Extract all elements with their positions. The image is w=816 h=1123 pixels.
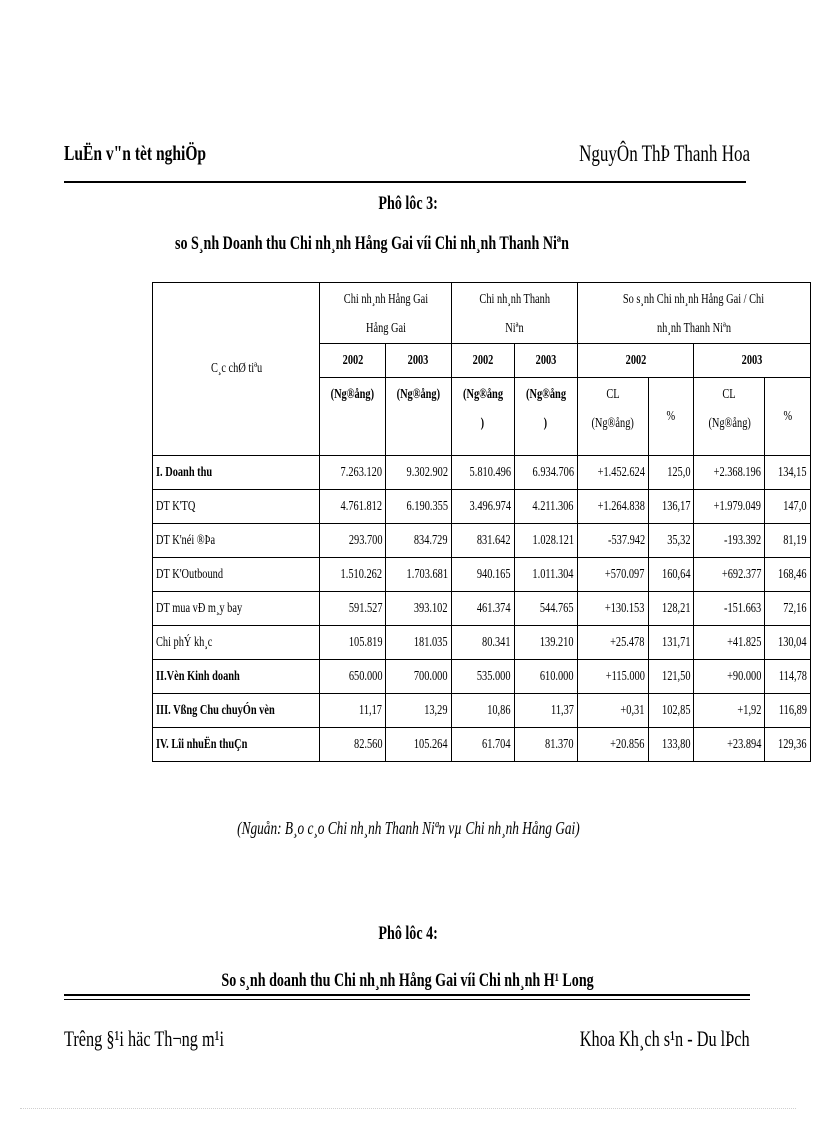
row-label: DT K'TQ <box>153 490 320 524</box>
row-label: DT K'Outbound <box>153 558 320 592</box>
table-cell: 650.000 <box>320 660 386 694</box>
table-cell: 72,16 <box>765 592 811 626</box>
table-cell: 35,32 <box>648 524 694 558</box>
table-cell: 116,89 <box>765 694 811 728</box>
unit-header: (Ng®ång ) <box>514 378 577 456</box>
table-cell: +1.264.838 <box>577 490 648 524</box>
table-cell: 461.374 <box>451 592 514 626</box>
row-label: I. Doanh thu <box>153 456 320 490</box>
table-cell: 105.264 <box>386 728 452 762</box>
row-label: III. Vßng Chu chuyÓn vèn <box>153 694 320 728</box>
unit-header: (Ng®ång) <box>320 378 386 456</box>
table-cell: -537.942 <box>577 524 648 558</box>
table-cell: 700.000 <box>386 660 452 694</box>
footer-right-text: Khoa Kh¸ch s¹n - Du lÞch <box>580 1026 750 1051</box>
year-header: 2002 <box>577 344 693 378</box>
table-row <box>153 524 811 558</box>
table-cell: 6.190.355 <box>386 490 452 524</box>
table-row <box>153 592 811 626</box>
table-cell: 831.642 <box>451 524 514 558</box>
table-cell: 121,50 <box>648 660 694 694</box>
table-cell: 1.703.681 <box>386 558 452 592</box>
table-cell: +692.377 <box>694 558 765 592</box>
table-row <box>153 626 811 660</box>
table-cell: 81.370 <box>514 728 577 762</box>
table-row <box>153 660 811 694</box>
table-cell: +25.478 <box>577 626 648 660</box>
table-cell: 544.765 <box>514 592 577 626</box>
table-title: so S¸nh Doanh thu Chi nh¸nh Hång Gai víi Chi nh¸nh Thanh Niªn <box>175 233 569 254</box>
table-cell: +41.825 <box>694 626 765 660</box>
table-body <box>153 456 811 762</box>
table-cell: +0,31 <box>577 694 648 728</box>
table-cell: 81,19 <box>765 524 811 558</box>
percent-header: % <box>765 378 811 456</box>
table-cell: +20.856 <box>577 728 648 762</box>
table-cell: 134,15 <box>765 456 811 490</box>
footer-divider <box>64 994 750 996</box>
table-cell: +90.000 <box>694 660 765 694</box>
table-cell: -151.663 <box>694 592 765 626</box>
table-row <box>153 490 811 524</box>
cl-header: CL (Ng®ång) <box>577 378 648 456</box>
row-label: II.Vèn Kinh doanh <box>153 660 320 694</box>
appendix-3-title: Phô lôc 3: <box>378 193 438 214</box>
table-row <box>153 728 811 762</box>
page-edge <box>20 1108 796 1109</box>
table-cell: 940.165 <box>451 558 514 592</box>
table-cell: 834.729 <box>386 524 452 558</box>
year-header: 2003 <box>694 344 810 378</box>
table-cell: 9.302.902 <box>386 456 452 490</box>
table-cell: 129,36 <box>765 728 811 762</box>
table-cell: 5.810.496 <box>451 456 514 490</box>
table-cell: 125,0 <box>648 456 694 490</box>
table-cell: -193.392 <box>694 524 765 558</box>
table-cell: 181.035 <box>386 626 452 660</box>
table-cell: 128,21 <box>648 592 694 626</box>
table-cell: 6.934.706 <box>514 456 577 490</box>
table-cell: 393.102 <box>386 592 452 626</box>
table-cell: 147,0 <box>765 490 811 524</box>
table-cell: +1.979.049 <box>694 490 765 524</box>
table-cell: 61.704 <box>451 728 514 762</box>
table-row <box>153 694 811 728</box>
table-cell: 3.496.974 <box>451 490 514 524</box>
comparison-header: So s¸nh Chi nh¸nh Hång Gai / Chi nh¸nh Thanh Niªn <box>577 283 810 344</box>
table-cell: 10,86 <box>451 694 514 728</box>
table-cell: 610.000 <box>514 660 577 694</box>
table-cell: 1.011.304 <box>514 558 577 592</box>
table-cell: 114,78 <box>765 660 811 694</box>
table-cell: 139.210 <box>514 626 577 660</box>
header-left-text: LuËn v"n tèt nghiÖp <box>64 141 207 165</box>
table-cell: 13,29 <box>386 694 452 728</box>
table-cell: +23.894 <box>694 728 765 762</box>
table-cell: 535.000 <box>451 660 514 694</box>
table-cell: 102,85 <box>648 694 694 728</box>
source-note: (Nguån: B¸o c¸o Chi nh¸nh Thanh Niªn vµ Chi nh¸nh Hång Gai) <box>236 818 580 838</box>
table-cell: 7.263.120 <box>320 456 386 490</box>
table-cell: 11,37 <box>514 694 577 728</box>
header-right-text: NguyÔn ThÞ Thanh Hoa <box>579 141 750 166</box>
table-cell: 80.341 <box>451 626 514 660</box>
table-cell: 4.211.306 <box>514 490 577 524</box>
table-cell: 293.700 <box>320 524 386 558</box>
appendix-4-subtitle: So s¸nh doanh thu Chi nh¸nh Hång Gai víi Chi nh¸nh H¹ Long <box>221 970 595 991</box>
unit-header: (Ng®ång) <box>386 378 452 456</box>
table-cell: 105.819 <box>320 626 386 660</box>
row-label: DT mua vÐ m¸y bay <box>153 592 320 626</box>
row-label: IV. Lîi nhuËn thuÇn <box>153 728 320 762</box>
table-cell: 168,46 <box>765 558 811 592</box>
table-cell: 82.560 <box>320 728 386 762</box>
table-cell: 131,71 <box>648 626 694 660</box>
branch-b-header: Chi nh¸nh Thanh Niªn <box>451 283 577 344</box>
table-cell: +1,92 <box>694 694 765 728</box>
table-cell: 160,64 <box>648 558 694 592</box>
footer-divider-thin <box>64 999 750 1000</box>
row-label: DT K'néi ®Þa <box>153 524 320 558</box>
table-cell: +1.452.624 <box>577 456 648 490</box>
table-cell: 4.761.812 <box>320 490 386 524</box>
year-header: 2002 <box>451 344 514 378</box>
branch-a-header: Chi nh¸nh Hång Gai Hång Gai <box>320 283 451 344</box>
table-cell: +130.153 <box>577 592 648 626</box>
year-header: 2002 <box>320 344 386 378</box>
row-label: Chi phÝ kh¸c <box>153 626 320 660</box>
unit-header: (Ng®ång ) <box>451 378 514 456</box>
table-row <box>153 558 811 592</box>
criteria-header: C¸c chØ tiªu <box>153 283 320 456</box>
year-header: 2003 <box>386 344 452 378</box>
comparison-table <box>152 282 811 762</box>
header-divider <box>64 181 746 183</box>
table-cell: +115.000 <box>577 660 648 694</box>
cl-header: CL (Ng®ång) <box>694 378 765 456</box>
footer-left-text: Trêng §¹i häc Th¬ng m¹i <box>64 1026 225 1051</box>
year-header: 2003 <box>514 344 577 378</box>
table-cell: 591.527 <box>320 592 386 626</box>
table-cell: +570.097 <box>577 558 648 592</box>
appendix-4-title: Phô lôc 4: <box>378 923 438 944</box>
table-cell: 136,17 <box>648 490 694 524</box>
table-cell: 133,80 <box>648 728 694 762</box>
table-cell: 130,04 <box>765 626 811 660</box>
table-cell: +2.368.196 <box>694 456 765 490</box>
table-cell: 1.510.262 <box>320 558 386 592</box>
table-row <box>153 456 811 490</box>
percent-header: % <box>648 378 694 456</box>
table-cell: 11,17 <box>320 694 386 728</box>
table-cell: 1.028.121 <box>514 524 577 558</box>
